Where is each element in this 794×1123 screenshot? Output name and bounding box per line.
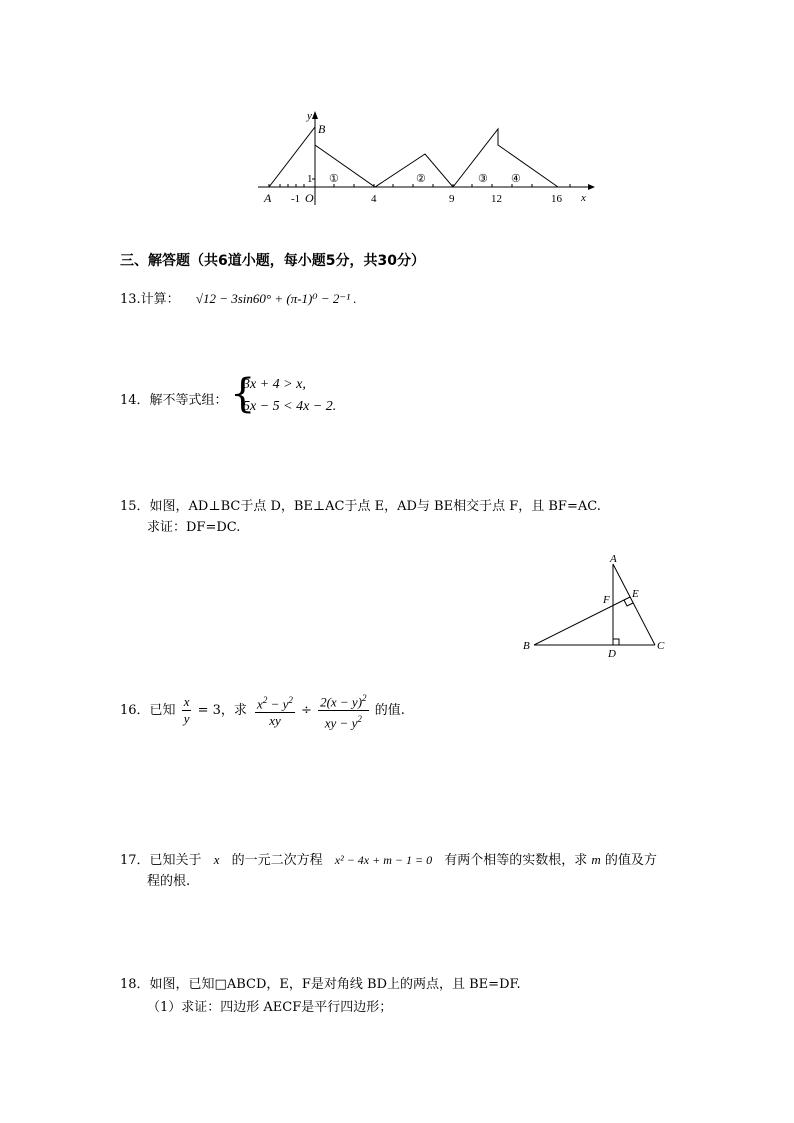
coordinate-graph [250,105,600,210]
question-16 [120,690,405,732]
question-17-line1 [120,849,657,868]
q13-label: 13.计算： [120,292,180,307]
point-a-label: A [264,191,272,205]
q17-text-b: 的一元二次方程 [231,853,323,868]
fig-label-e: E [632,588,639,600]
fraction-2: $\frac{2(x - y)^2}{xy - y^2}$ [318,690,368,732]
fig-label-c: C [657,640,665,652]
q17-text-d: 的值及方 [604,853,657,868]
triangle-figure [518,550,673,660]
question-15-line2: 求证：DF=DC. [147,520,241,535]
point-b-label: B [318,122,326,136]
region-3-label: ③ [478,173,488,185]
divide-sign: ÷ [301,702,312,718]
region-2-label: ② [416,173,426,185]
origin-label: O [305,191,314,205]
fraction-1: $\frac{x^2 - y^2}{xy}$ [255,692,295,729]
question-17-line2: 程的根. [147,874,191,889]
segment-be [534,597,630,645]
brace-icon: { [230,371,256,417]
tick-label-4: 4 [371,193,377,205]
tick-label-12: 12 [491,193,502,205]
q16-tail: 的值. [374,702,405,718]
tick-label-neg1: -1 [291,193,301,205]
q13-expression: √12 − 3sin60° + (π-1)⁰ − 2⁻¹ . [195,291,357,306]
question-13 [120,288,357,307]
fig-label-b: B [523,640,530,652]
fraction-x-over-y: $\frac{x}{y}$ [183,694,190,727]
region-4-label: ④ [511,173,521,185]
fig-label-d: D [608,648,616,660]
y-axis-arrow [312,111,318,119]
q14-inequality-2: 5x − 5 < 4x − 2. [243,399,337,414]
q17-var-m: m [591,852,601,867]
question-15-line1: 15．如图，AD⊥BC于点 D，BE⊥AC于点 E，AD与 BE相交于点 F，且 BF=AC. [120,499,601,514]
q16-eq3: = 3，求 [197,702,247,718]
tick-label-16: 16 [551,193,562,205]
section-heading: 三、解答题（共6道小题，每小题5分，共30分） [120,253,425,269]
y-axis-label: y [307,110,312,122]
fig-label-f: F [603,594,610,606]
region-1-label: ① [329,173,339,185]
question-18-line2: （1）求证：四边形 AECF是平行四边形； [147,1000,393,1015]
question-18-line1: 18．如图，已知□ABCD，E，F是对角线 BD上的两点，且 BE=DF. [120,977,521,992]
fig-label-a: A [610,553,617,565]
x-axis-arrow [588,184,595,190]
q17-text-c: 有两个相等的实数根，求 [444,853,588,868]
tick-label-9: 9 [449,193,455,205]
q17-var-x: x [213,852,220,867]
q16-prefix: 16．已知 [120,702,176,718]
right-angle-d [613,639,619,645]
q17-equation: x² − 4x + m − 1 = 0 [334,853,433,867]
q17-text-a: 17．已知关于 [120,853,202,868]
question-14-label: 14．解不等式组： [120,393,228,408]
tick-label-1: 1 [307,173,313,185]
x-axis-label: x [581,192,586,204]
q14-inequality-1: 3x + 4 > x, [243,377,306,392]
segment-ac [613,564,655,645]
